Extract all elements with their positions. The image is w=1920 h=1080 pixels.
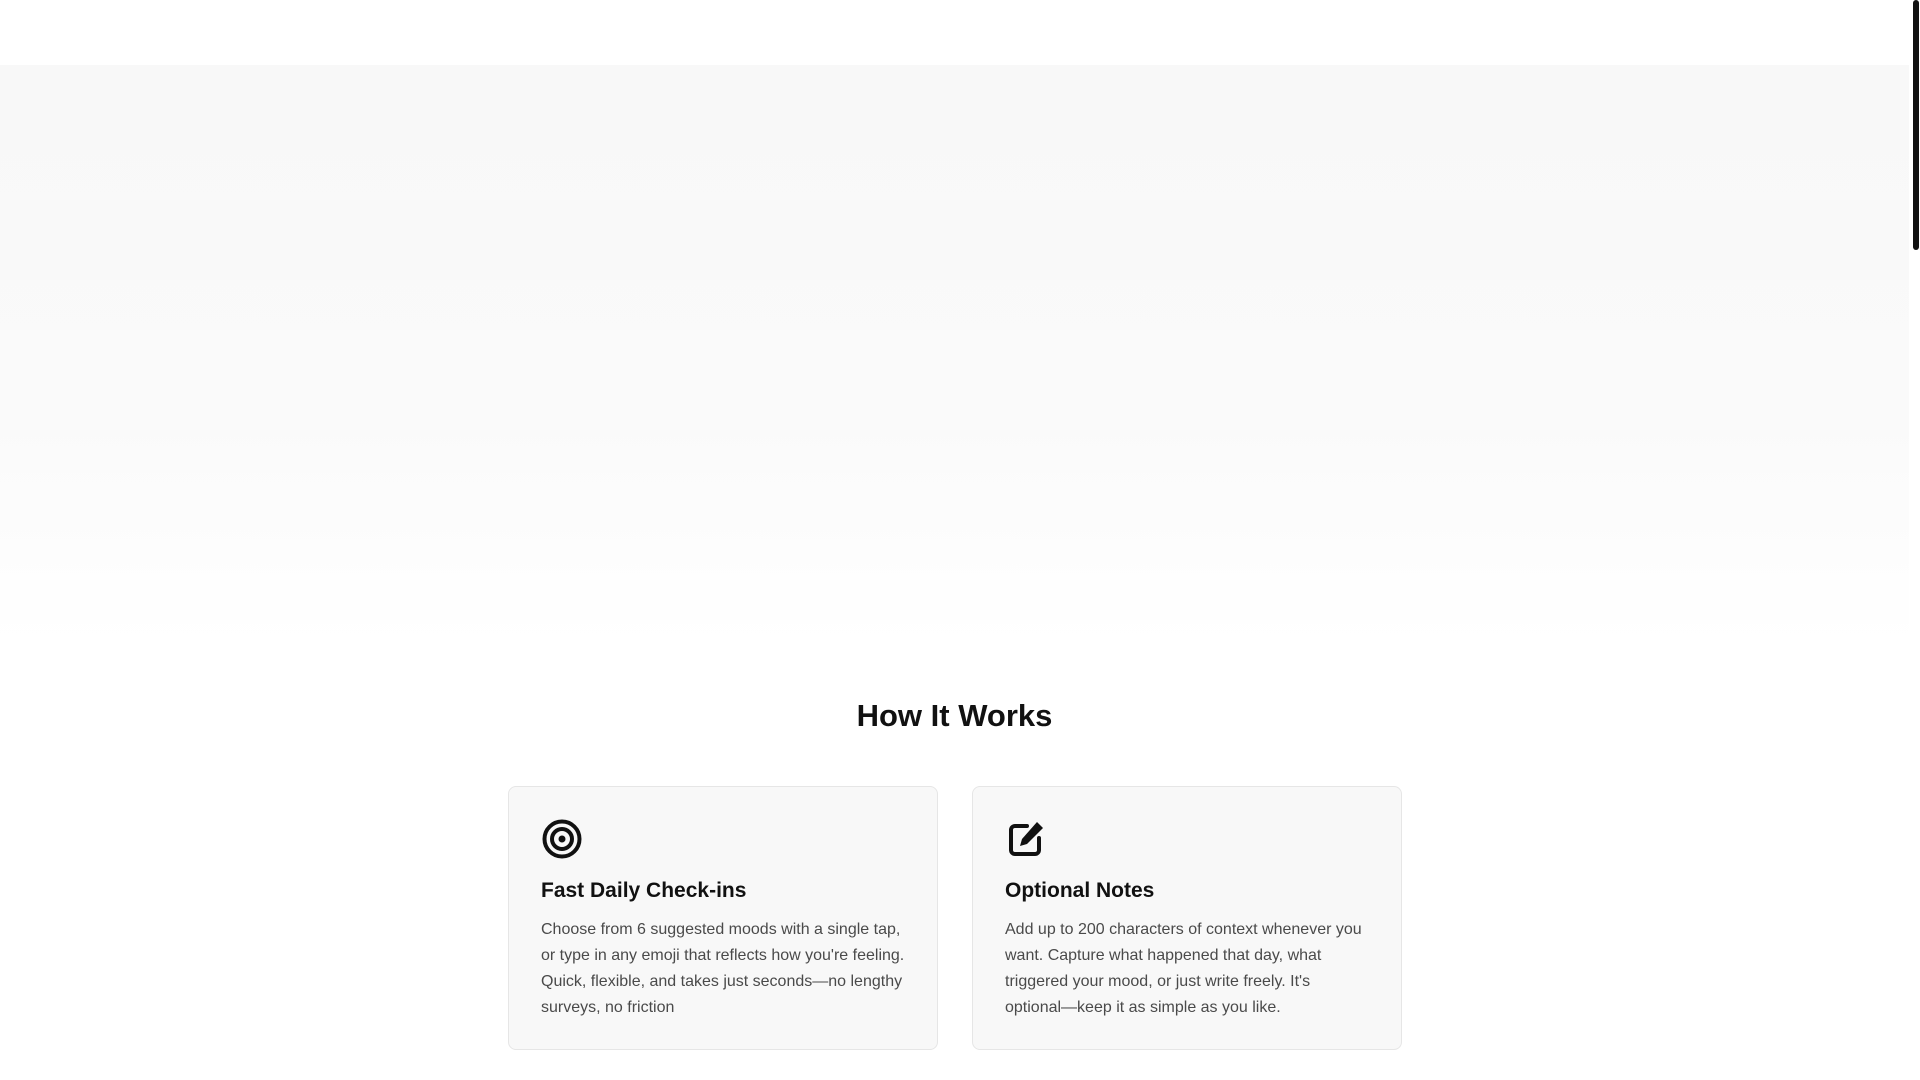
how-it-works-heading: How It Works <box>856 698 1053 733</box>
scrollbar-thumb[interactable] <box>1913 0 1919 250</box>
target-icon <box>541 818 583 860</box>
feature-description: Choose from 6 suggested moods with a single tap, or type in any emoji that reflects how you're feeling. Quick, flexible, and takes just seconds—no lengthy surveys, no friction <box>541 921 905 1016</box>
feature-card-daily-checkins <box>508 786 938 1050</box>
feature-card-optional-notes <box>972 786 1402 1050</box>
vertical-scrollbar[interactable] <box>1909 0 1920 1080</box>
feature-description: Add up to 200 characters of context whenever you want. Capture what happened that day, what triggered your mood, or just write freely. It's optional—keep it as simple as you like. <box>1005 921 1362 1016</box>
top-nav-bar <box>0 0 1909 65</box>
feature-title: Optional Notes <box>1005 879 1155 902</box>
hero-section <box>0 65 1909 645</box>
edit-note-icon <box>1005 818 1047 860</box>
feature-title: Fast Daily Check-ins <box>541 879 747 902</box>
